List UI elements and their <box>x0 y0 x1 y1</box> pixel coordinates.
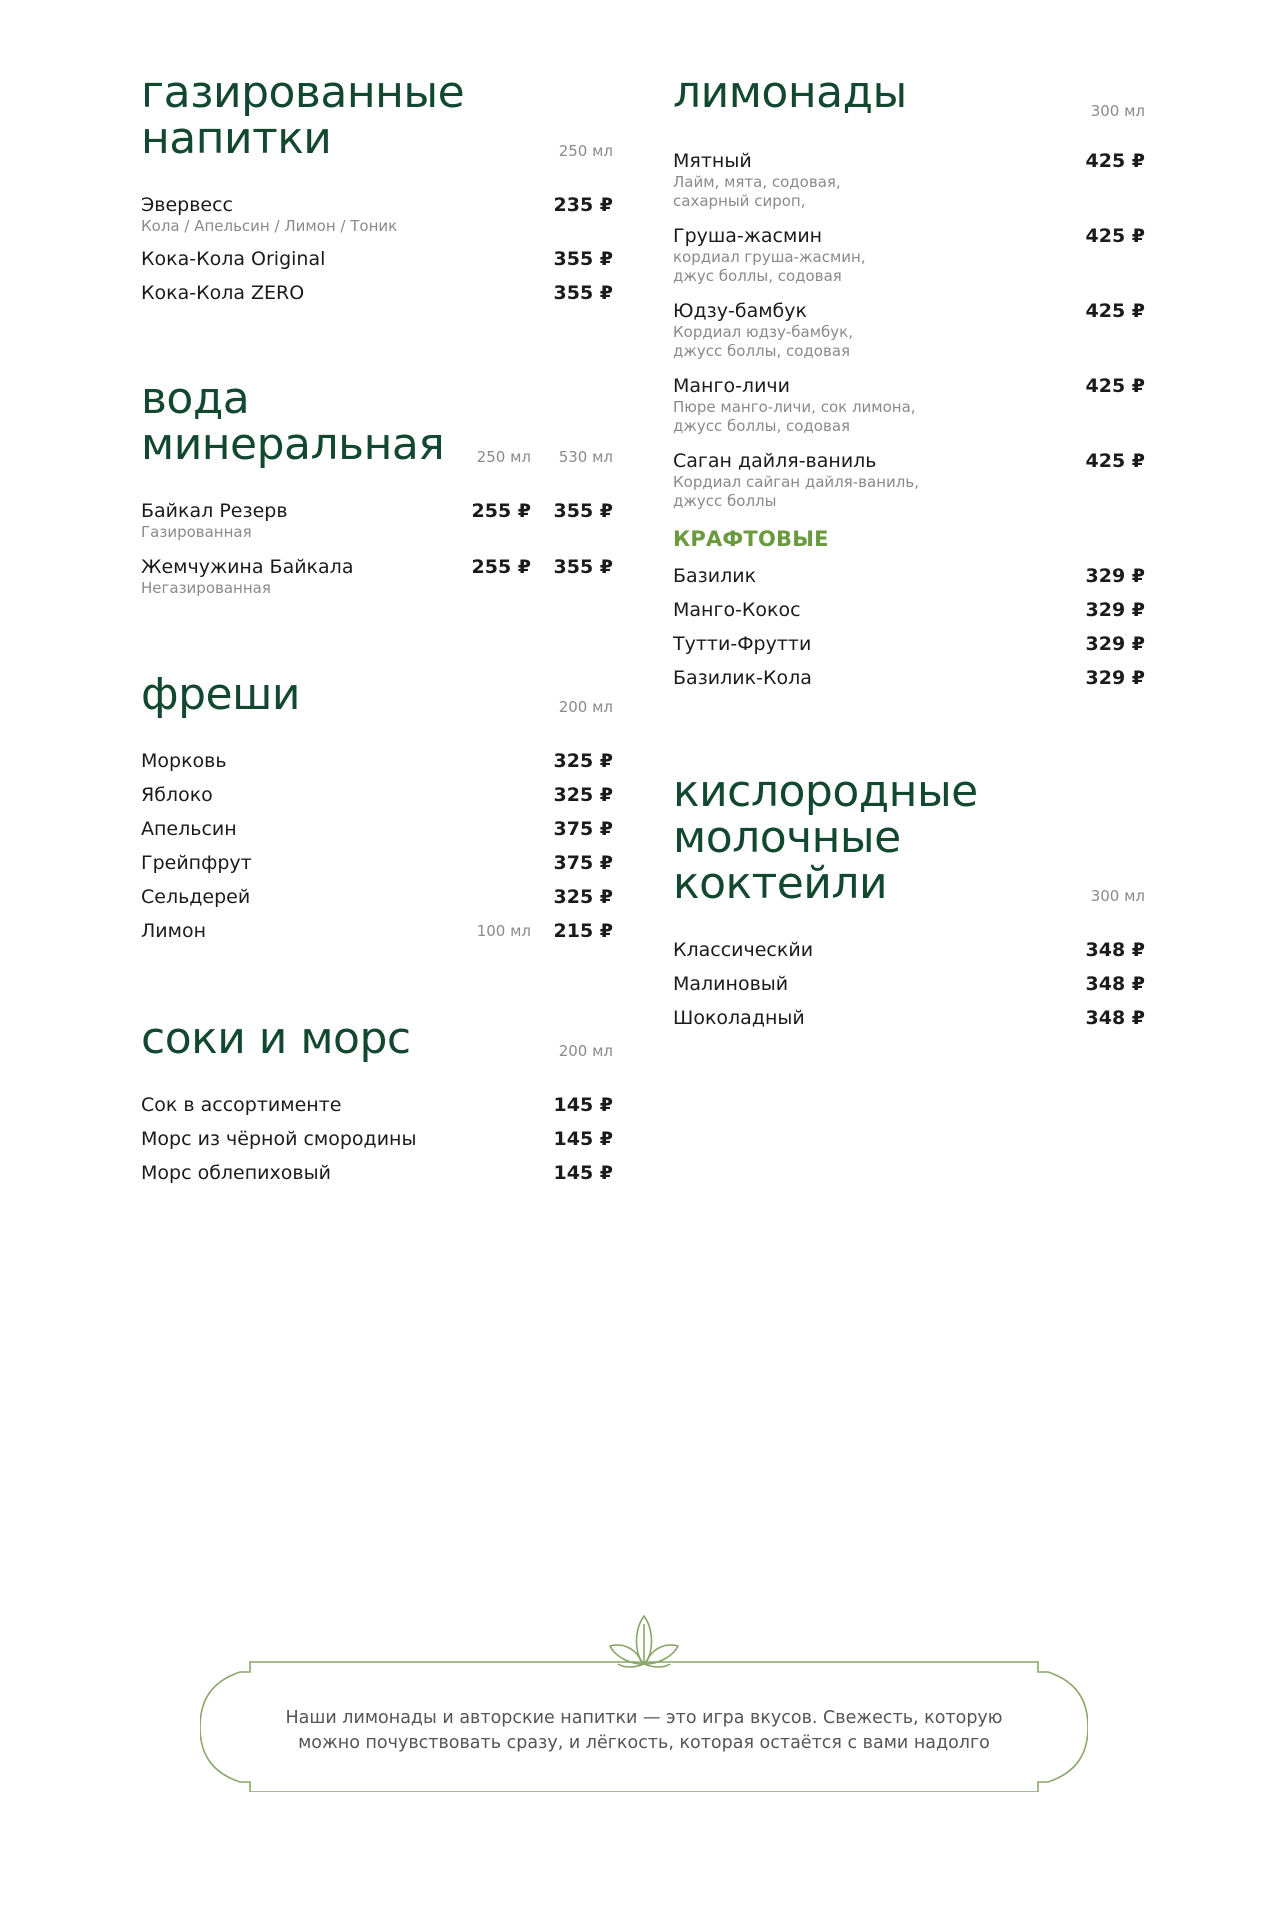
item-desc: Кордиал юдзу-бамбук, джусс боллы, содовая <box>673 323 853 360</box>
menu-item <box>141 1094 613 1116</box>
item-size-note: 100 мл <box>476 922 531 940</box>
item-price: 375 ₽ <box>553 818 613 840</box>
size-label: 250 мл <box>558 142 613 160</box>
section-title: фреши <box>141 669 300 720</box>
item-price: 329 ₽ <box>1085 599 1145 621</box>
menu-item <box>141 282 613 304</box>
item-list <box>141 750 613 942</box>
item-price: 329 ₽ <box>1085 565 1145 587</box>
menu-item <box>141 1128 613 1150</box>
menu-item <box>673 1007 1145 1029</box>
menu-item <box>141 818 613 840</box>
item-name: Кока-Кола Original <box>141 248 326 270</box>
item-price: 425 ₽ <box>1085 375 1145 397</box>
craft-item-list <box>673 565 1145 689</box>
item-price: 235 ₽ <box>553 194 613 216</box>
right-column <box>673 67 1145 1041</box>
item-price: 355 ₽ <box>553 248 613 270</box>
menu-item <box>141 1162 613 1184</box>
item-price: 348 ₽ <box>1085 939 1145 961</box>
section-lemonade <box>673 67 1145 689</box>
menu-item <box>141 750 613 772</box>
section-header <box>673 766 1145 909</box>
section-header <box>141 1013 613 1064</box>
menu-item <box>141 852 613 874</box>
size-labels <box>1091 887 1145 905</box>
menu-item <box>141 556 613 598</box>
item-price: 425 ₽ <box>1085 150 1145 172</box>
item-price: 145 ₽ <box>553 1094 613 1116</box>
item-name: Груша-жасмин <box>673 225 823 247</box>
size-label: 300 мл <box>1090 102 1145 120</box>
left-column <box>141 67 613 1196</box>
menu-item <box>673 565 1145 587</box>
item-price: 355 ₽ <box>553 556 613 578</box>
menu-item <box>673 939 1145 961</box>
section-title: газированные напитки <box>141 67 465 164</box>
item-price: 145 ₽ <box>553 1128 613 1150</box>
item-list <box>673 150 1145 511</box>
item-list <box>141 500 613 598</box>
item-price: 145 ₽ <box>553 1162 613 1184</box>
item-desc: Пюре манго-личи, сок лимона, джусс боллы, содовая <box>673 398 916 435</box>
item-name: Эвервесс <box>141 194 233 216</box>
section-title: вода минеральная <box>141 373 445 470</box>
item-name: Манго-Кокос <box>673 599 801 621</box>
item-desc: Лайм, мята, содовая, сахарный сироп, <box>673 173 841 210</box>
menu-item <box>673 599 1145 621</box>
item-price: 348 ₽ <box>1085 973 1145 995</box>
item-name: Манго-личи <box>673 375 790 397</box>
item-name: Кока-Кола ZERO <box>141 282 305 304</box>
section-soda <box>141 67 613 304</box>
item-name: Морс облепиховый <box>141 1162 331 1184</box>
menu-item <box>141 248 613 270</box>
item-name: Базилик <box>673 565 757 587</box>
size-labels <box>559 1042 613 1060</box>
section-title: лимонады <box>673 67 907 118</box>
menu-item <box>673 375 1145 436</box>
menu-item <box>141 920 613 942</box>
menu-item <box>673 300 1145 361</box>
item-price: 215 ₽ <box>553 920 613 942</box>
item-price: 255 ₽ <box>471 556 531 578</box>
section-title: соки и морс <box>141 1013 411 1064</box>
item-price: 325 ₽ <box>553 784 613 806</box>
item-price: 375 ₽ <box>553 852 613 874</box>
item-name: Лимон <box>141 920 207 942</box>
craft-subheading: КРАФТОВЫЕ <box>673 527 829 551</box>
size-labels <box>559 142 613 160</box>
item-name: Классическйи <box>673 939 814 961</box>
size-labels <box>559 698 613 716</box>
item-name: Байкал Резерв <box>141 500 288 522</box>
menu-item <box>141 500 613 542</box>
item-desc: кордиал груша-жасмин, джус боллы, содовая <box>673 248 866 285</box>
item-desc: Негазированная <box>141 579 271 597</box>
item-price: 325 ₽ <box>553 886 613 908</box>
section-header <box>141 669 613 720</box>
section-water <box>141 373 613 598</box>
item-list <box>141 194 613 304</box>
item-name: Малиновый <box>673 973 789 995</box>
section-title: кислородные молочные коктейли <box>673 766 978 909</box>
leaf-icon <box>604 1612 684 1672</box>
item-price: 255 ₽ <box>471 500 531 522</box>
menu-item <box>673 150 1145 211</box>
item-desc: Кордиал сайган дайля-ваниль, джусс боллы <box>673 473 919 510</box>
section-fresh <box>141 669 613 942</box>
item-name: Базилик-Кола <box>673 667 812 689</box>
item-name: Жемчужина Байкала <box>141 556 354 578</box>
item-list <box>673 939 1145 1029</box>
menu-item <box>673 633 1145 655</box>
item-name: Грейпфрут <box>141 852 252 874</box>
menu-item <box>673 225 1145 286</box>
menu-item <box>141 194 613 236</box>
size-label: 530 мл <box>558 448 613 466</box>
size-label: 300 мл <box>1090 887 1145 905</box>
item-list <box>141 1094 613 1184</box>
item-price: 355 ₽ <box>553 282 613 304</box>
section-header <box>141 373 613 470</box>
item-price: 355 ₽ <box>553 500 613 522</box>
menu-item <box>673 667 1145 689</box>
section-juice <box>141 1013 613 1184</box>
item-name: Мятный <box>673 150 752 172</box>
item-name: Апельсин <box>141 818 237 840</box>
item-name: Сельдерей <box>141 886 251 908</box>
menu-item <box>673 450 1145 511</box>
size-labels <box>1091 102 1145 120</box>
menu-item <box>673 973 1145 995</box>
section-milkshakes <box>673 766 1145 1029</box>
item-desc: Газированная <box>141 523 252 541</box>
item-name: Морс из чёрной смородины <box>141 1128 417 1150</box>
section-header <box>673 67 1145 120</box>
menu-item <box>141 886 613 908</box>
item-price: 329 ₽ <box>1085 667 1145 689</box>
item-price: 329 ₽ <box>1085 633 1145 655</box>
item-name: Саган дайля-ваниль <box>673 450 877 472</box>
item-name: Тутти-Фрутти <box>673 633 812 655</box>
item-desc: Кола / Апельсин / Лимон / Тоник <box>141 217 398 235</box>
item-price: 348 ₽ <box>1085 1007 1145 1029</box>
banner-text: Наши лимонады и авторские напитки — это игра вкусов. Свежесть, которую можно почувствовать сразу, и лёгкость, которая остаётся с вами надолго <box>285 1708 1003 1753</box>
item-name: Юдзу-бамбук <box>673 300 807 322</box>
item-price: 325 ₽ <box>553 750 613 772</box>
footer-banner <box>200 1612 1088 1792</box>
item-price: 425 ₽ <box>1085 300 1145 322</box>
item-name: Яблоко <box>141 784 213 806</box>
item-name: Сок в ассортименте <box>141 1094 342 1116</box>
item-price: 425 ₽ <box>1085 450 1145 472</box>
item-name: Шоколадный <box>673 1007 805 1029</box>
size-label: 250 мл <box>476 448 531 466</box>
size-label: 200 мл <box>558 698 613 716</box>
section-header <box>141 67 613 164</box>
item-price: 425 ₽ <box>1085 225 1145 247</box>
size-labels <box>449 448 613 466</box>
menu-item <box>141 784 613 806</box>
item-name: Морковь <box>141 750 227 772</box>
size-label: 200 мл <box>558 1042 613 1060</box>
